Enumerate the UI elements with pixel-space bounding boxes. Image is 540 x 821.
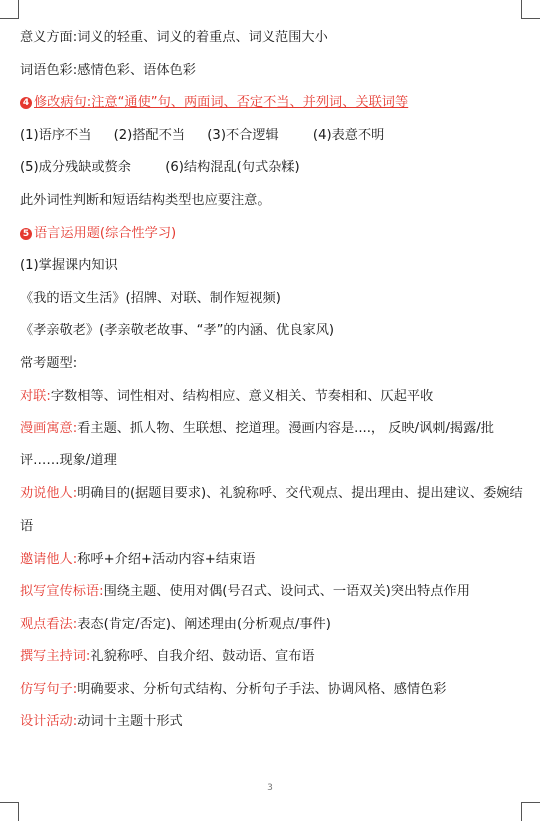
text: 《孝亲敬老》(孝亲敬老故事、“孝”的内涵、优良家风) <box>20 323 335 339</box>
section-heading: 语言运用题(综合性学习) <box>34 225 177 241</box>
text: 此外词性判断和短语结构类型也应要注意。 <box>20 192 271 208</box>
item-design-activity <box>20 712 532 732</box>
line-master-knowledge <box>20 256 532 276</box>
list-item: (1)语序不当 <box>20 127 92 143</box>
item-body: 明确目的(据题目要求)、礼貌称呼、交代观点、提出理由、提出建议、委婉结语 <box>20 486 523 534</box>
item-body: 动词十主题十形式 <box>77 714 183 730</box>
line-filial-piety <box>20 321 532 341</box>
item-body: 表态(肯定/否定)、阐述理由(分析观点/事件) <box>77 616 331 632</box>
item-slogan <box>20 582 532 602</box>
item-body: 围绕主题、使用对偶(号召式、设问式、一语双关)突出特点作用 <box>103 584 470 600</box>
crop-mark-bottom-right <box>521 802 540 821</box>
item-body: 礼貌称呼、自我介绍、鼓动语、宣布语 <box>90 649 315 665</box>
page-number: 3 <box>267 783 273 793</box>
crop-mark-top-left <box>0 0 19 19</box>
text: 常考题型: <box>20 355 78 371</box>
list-item: (4)表意不明 <box>312 127 385 143</box>
item-opinion <box>20 615 532 635</box>
item-heading: 劝说他人: <box>20 486 78 502</box>
text: 《我的语文生活》(招牌、对联、制作短视频) <box>20 290 281 306</box>
list-item: (2)搭配不当 <box>113 127 186 143</box>
number-4-icon: 4 <box>20 97 32 109</box>
crop-mark-bottom-left <box>0 802 19 821</box>
line-error-types-2 <box>20 158 532 178</box>
item-body: 字数相等、词性相对、结构相应、意义相关、节奏相和、仄起平收 <box>50 388 434 404</box>
item-heading: 拟写宣传标语: <box>20 584 104 600</box>
item-host-script <box>20 647 532 667</box>
item-cartoon-meaning <box>20 413 532 478</box>
number-5-icon: 5 <box>20 228 32 240</box>
section-sentence-correction <box>20 93 532 113</box>
item-imitate-sentence <box>20 680 532 700</box>
line-meaning <box>20 28 532 48</box>
section-note: 注意“通使”句、两面词、否定不当、并列词、关联词等 <box>91 95 409 111</box>
item-heading: 观点看法: <box>20 616 78 632</box>
section-language-use <box>20 224 532 244</box>
item-heading: 漫画寓意: <box>20 420 78 436</box>
crop-mark-top-right <box>521 0 540 19</box>
item-body: 明确要求、分析句式结构、分析句子手法、协调风格、感情色彩 <box>77 681 447 697</box>
item-couplet <box>20 387 532 407</box>
item-heading: 仿写句子: <box>20 681 78 697</box>
line-common-types <box>20 354 532 374</box>
item-invite <box>20 550 532 570</box>
text: (1)掌握课内知识 <box>20 258 118 274</box>
document-body <box>20 28 532 745</box>
item-body: 看主题、抓人物、生联想、挖道理。漫画内容是....， 反映/讽刺/揭露/批评……现象/道理 <box>20 420 494 469</box>
item-heading: 邀请他人: <box>20 551 78 567</box>
text: 词语色彩:感情色彩、语体色彩 <box>20 62 196 78</box>
line-word-color <box>20 61 532 81</box>
line-my-chinese-life <box>20 289 532 309</box>
item-persuade <box>20 478 532 543</box>
line-error-types-1 <box>20 126 532 146</box>
text: 意义方面:词义的轻重、词义的着重点、词义范围大小 <box>20 30 328 45</box>
list-item: (6)结构混乱(句式杂糅) <box>165 160 300 176</box>
section-heading: 修改病句: <box>34 95 92 111</box>
item-heading: 对联: <box>20 388 51 404</box>
line-note <box>20 191 532 211</box>
list-item: (3)不合逻辑 <box>207 127 279 143</box>
item-heading: 设计活动: <box>20 714 78 730</box>
item-heading: 撰写主持词: <box>20 649 91 665</box>
list-item: (5)成分残缺或赘余 <box>20 160 131 176</box>
item-body: 称呼+介绍+活动内容+结束语 <box>77 551 256 567</box>
